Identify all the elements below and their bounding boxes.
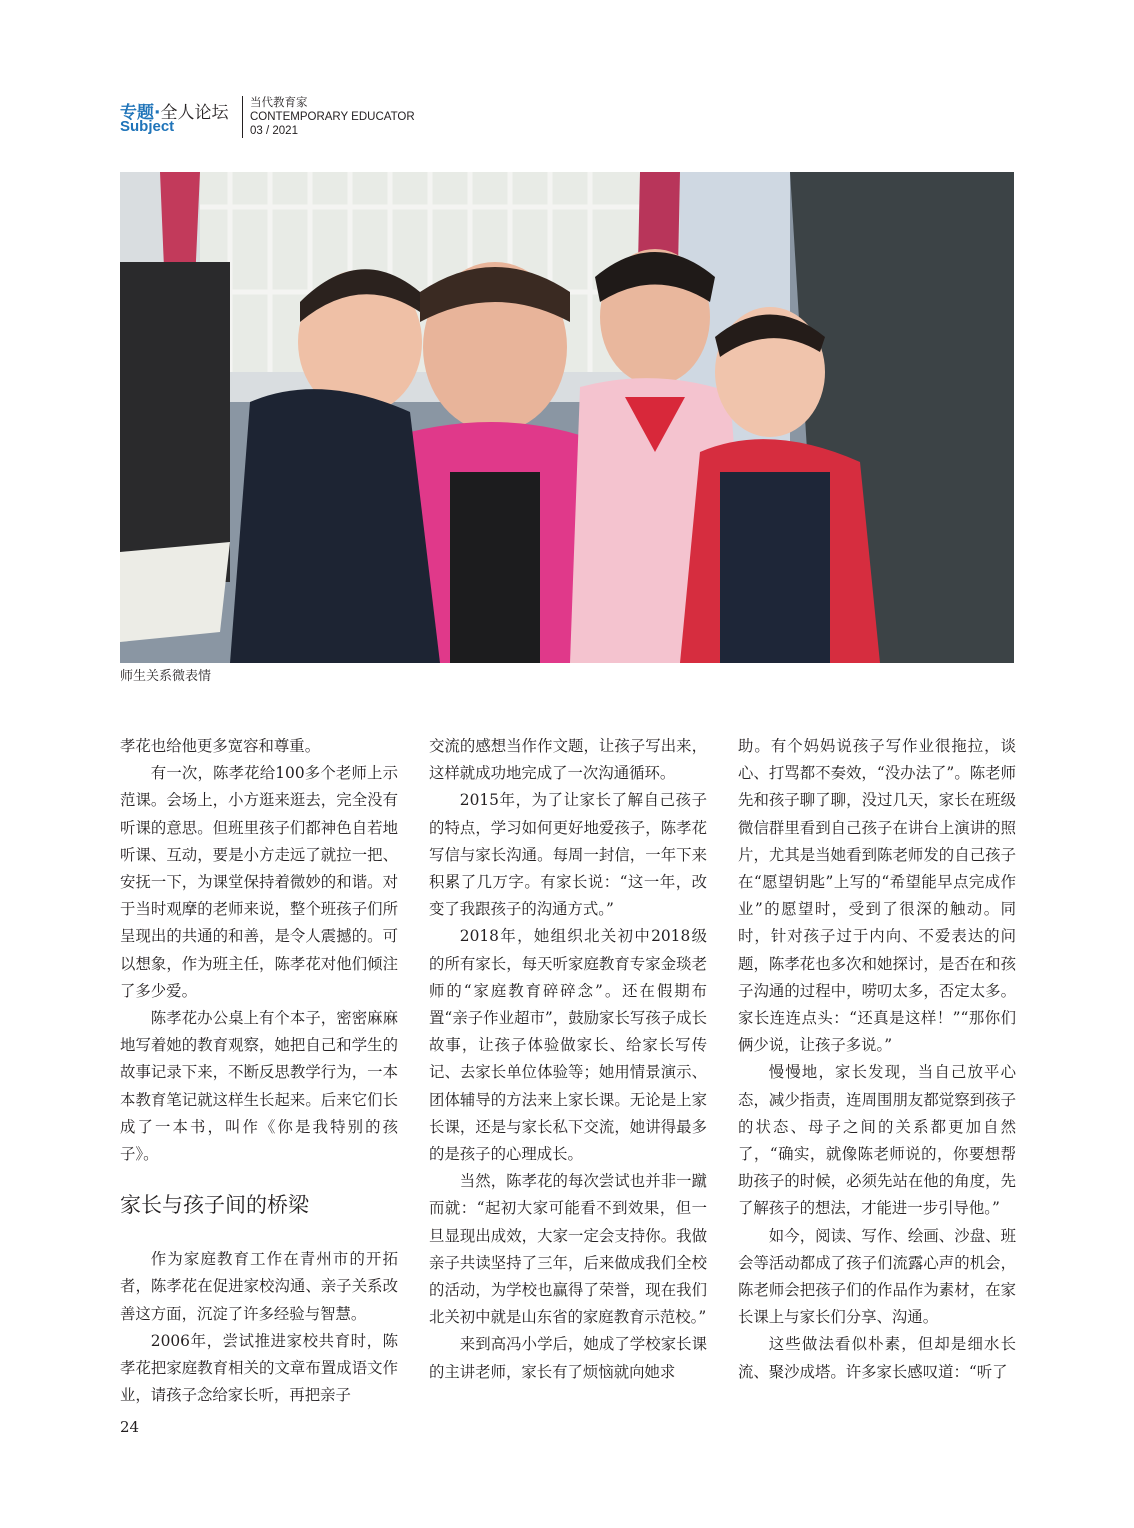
paragraph: 2015年，为了让家长了解自己孩子的特点，学习如何更好地爱孩子，陈孝花写信与家长沟通。每周一封信，一年下来积累了几万字。有家长说：“这一年，改变了我跟孩子的沟通方式。”: [429, 791, 707, 919]
photo-caption: 师生关系微表情: [120, 669, 212, 684]
paragraph: 来到高冯小学后，她成了学校家长课的主讲老师，家长有了烦恼就向她求: [429, 1335, 707, 1381]
publication-name-cn: 当代教育家: [250, 97, 308, 109]
text-column-2: [429, 733, 707, 1386]
paragraph: 2006年，尝试推进家校共育时，陈孝花把家庭教育相关的文章布置成语文作业，请孩子念给家长听，再把亲子: [120, 1331, 398, 1405]
text-column-1: [120, 733, 398, 1409]
classroom-photo: [120, 172, 1014, 663]
section-dot: ·: [154, 103, 161, 123]
header-divider: [242, 96, 243, 138]
paragraph: 作为家庭教育工作在青州市的开拓者，陈孝花在促进家校沟通、亲子关系改善这方面，沉淀了许多经验与智慧。: [120, 1250, 398, 1323]
photo-illustration: [120, 172, 1014, 663]
paragraph: 当然，陈孝花的每次尝试也并非一蹴而就：“起初大家可能看不到效果，但一旦显现出成效，大家一定会支持你。我做亲子共读坚持了三年，后来做成我们全校的活动，为学校也赢得了荣誉，现在我们北关初中就是山东省的家庭教育示范校。”: [429, 1172, 707, 1327]
paragraph: 交流的感想当作作文题，让孩子写出来，这样就成功地完成了一次沟通循环。: [429, 737, 707, 783]
page-number: 24: [120, 1418, 140, 1436]
issue-number: 03 / 2021: [250, 125, 298, 137]
paragraph: 这些做法看似朴素，但却是细水长流、聚沙成塔。许多家长感叹道：“听了: [738, 1335, 1016, 1381]
section-subheading: 家长与孩子间的桥梁: [120, 1193, 309, 1218]
publication-name-en: CONTEMPORARY EDUCATOR: [250, 111, 415, 123]
paragraph: 如今，阅读、写作、绘画、沙盘、班会等活动都成了孩子们流露心声的机会，陈老师会把孩子们的作品作为素材，在家长课上与家长们分享、沟通。: [738, 1226, 1016, 1327]
paragraph: 慢慢地，家长发现，当自己放平心态，减少指责，连周围朋友都觉察到孩子的状态、母子之间的关系都更加自然了，“确实，就像陈老师说的，你要想帮助孩子的时候，必须先站在他的角度，先了解孩子的想法，才能进一步引导他。”: [738, 1063, 1016, 1218]
paragraph: 孝花也给他更多宽容和尊重。: [120, 737, 321, 755]
paragraph: 助。有个妈妈说孩子写作业很拖拉，谈心、打骂都不奏效，“没办法了”。陈老师先和孩子聊了聊，没过几天，家长在班级微信群里看到自己孩子在讲台上演讲的照片，尤其是当她看到陈老师发的自己孩子在“愿望钥匙”上写的“希望能早点完成作业”的愿望时，受到了很深的触动。同时，针对孩子过于内向、不爱表达的问题，陈孝花也多次和她探讨，是否在和孩子沟通的过程中，唠叨太多，否定太多。家长连连点头：“还真是这样！”“那你们俩少说，让孩子多说。”: [738, 737, 1016, 1055]
text-column-3: [738, 733, 1016, 1386]
section-english: Subject: [120, 118, 175, 135]
publication-info: [250, 96, 415, 138]
paragraph: 有一次，陈孝花给100多个老师上示范课。会场上，小方逛来逛去，完全没有听课的意思。但班里孩子们都神色自若地听课、互动，要是小方走远了就拉一把、安抚一下，为课堂保持着微妙的和谐。对于当时观摩的老师来说，整个班孩子们所呈现出的共通的和善，是令人震撼的。可以想象，作为班主任，陈孝花对他们倾注了多少爱。: [120, 764, 398, 1000]
paragraph: 2018年，她组织北关初中2018级的所有家长，每天听家庭教育专家金琰老师的“家庭教育碎碎念”。还在假期布置“亲子作业超市”，鼓励家长写孩子成长故事，让孩子体验做家长、给家长写传记、去家长单位体验等；她用情景演示、团体辅导的方法来上家长课。无论是上家长课，还是与家长私下交流，她讲得最多的是孩子的心理成长。: [429, 927, 707, 1164]
paragraph: 陈孝花办公桌上有个本子，密密麻麻地写着她的教育观察，她把自己和学生的故事记录下来，不断反思教学行为，一本本教育笔记就这样生长起来。后来它们长成了一本书，叫作《你是我特别的孩子》。: [120, 1009, 398, 1164]
section-subtitle: 全人论坛: [160, 103, 229, 123]
section-label: 专题: [120, 103, 154, 123]
